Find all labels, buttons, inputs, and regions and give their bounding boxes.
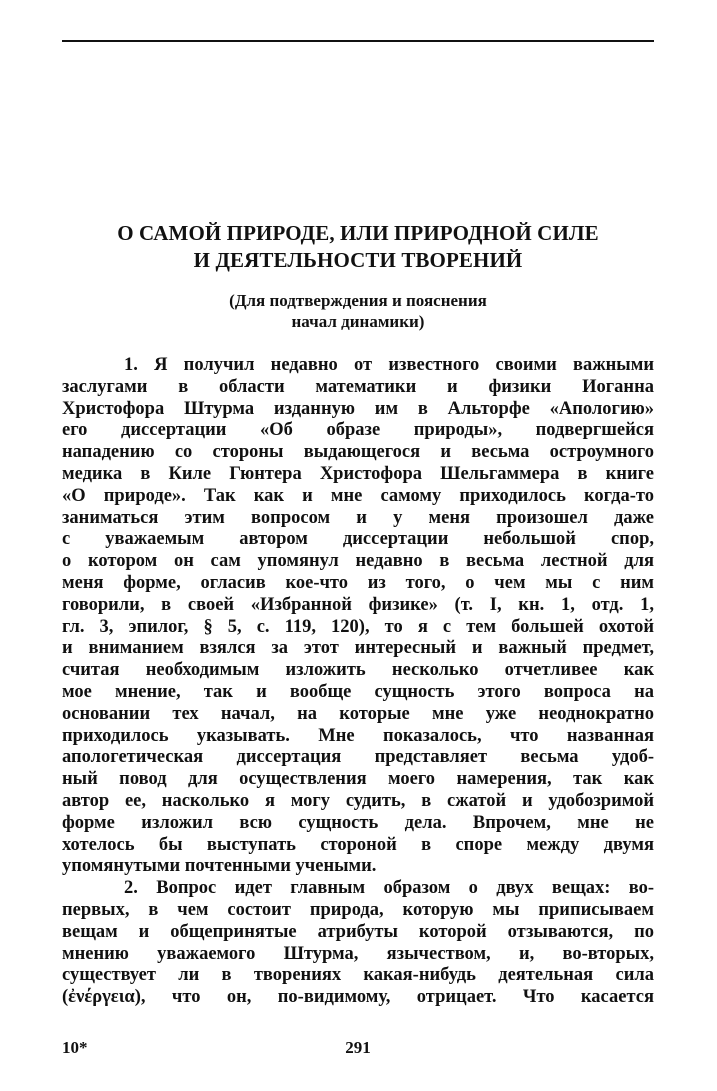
- title-line-1: О САМОЙ ПРИРОДЕ, ИЛИ ПРИРОДНОЙ СИЛЕ: [117, 221, 599, 245]
- text-line: и вниманием взялся за этот интересный и важный предмет,: [62, 638, 654, 659]
- body-text: [62, 355, 654, 1009]
- text-line: форме изложил всю сущность дела. Впрочем, мне не: [62, 812, 654, 833]
- text-line: 1. Я получил недавно от известного своими важными: [124, 355, 654, 375]
- text-line: заниматься этим вопросом и у меня произошел даже: [62, 507, 654, 528]
- title-line-2: И ДЕЯТЕЛЬНОСТИ ТВОРЕНИЙ: [193, 248, 523, 272]
- subtitle: [62, 290, 654, 332]
- text-line: ный повод для осуществления моего намерения, так как: [62, 769, 654, 790]
- text-line: Христофора Штурма изданную им в Альторфе «Апологию»: [62, 398, 654, 419]
- text-line: упомянутыми почтенными учеными.: [62, 856, 377, 877]
- text-line: заслугами в области математики и физики Иоганна: [62, 376, 654, 397]
- text-line: 2. Вопрос идет главным образом о двух вещах: во-: [124, 878, 654, 899]
- text-line: гл. 3, эпилог, § 5, с. 119, 120), то я с тем большей охотой: [62, 616, 654, 637]
- text-line: (ἐνέργεια), что он, по-видимому, отрицает. Что касается: [62, 987, 654, 1008]
- page-title: [62, 220, 654, 274]
- text-line: с уважаемым автором диссертации небольшой спор,: [62, 529, 654, 550]
- text-line: хотелось бы выступать стороной в споре между двумя: [62, 834, 654, 855]
- page-footer: [62, 1038, 654, 1062]
- text-line: о котором он сам упомянул недавно в весьма лестной для: [62, 551, 654, 572]
- top-rule: [62, 40, 654, 42]
- page-number: 291: [345, 1038, 371, 1057]
- text-line: нападению со стороны выдающегося и весьма остроумного: [62, 442, 654, 463]
- text-line: первых, в чем состоит природа, которую мы приписываем: [62, 899, 654, 920]
- text-line: считая необходимым изложить несколько отчетливее как: [62, 660, 654, 681]
- text-line: вещам и общепринятые атрибуты которой отзываются, по: [62, 921, 654, 942]
- text-line: меня форме, огласив кое-что из того, о чем мы с ним: [62, 572, 654, 593]
- text-line: медика в Киле Гюнтера Христофора Шельгаммера в книге: [62, 463, 654, 484]
- subtitle-line-1: (Для подтверждения и пояснения: [229, 291, 487, 310]
- text-line: говорили, в своей «Избранной физике» (т. I, кн. 1, отд. 1,: [62, 594, 654, 615]
- text-line: мое мнение, так и вообще сущность этого вопроса на: [62, 681, 654, 702]
- text-line: приходилось указывать. Мне показалось, что названная: [62, 725, 654, 746]
- text-line: мнению уважаемого Штурма, язычеством, и, во-вторых,: [62, 943, 654, 964]
- text-line: существует ли в творениях какая-нибудь деятельная сила: [62, 965, 654, 986]
- subtitle-line-2: начал динамики): [291, 312, 425, 331]
- signature-mark: 10*: [62, 1038, 88, 1057]
- text-line: его диссертации «Об образе природы», подвергшейся: [62, 420, 654, 441]
- text-line: «О природе». Так как и мне самому приходилось когда-то: [62, 485, 654, 506]
- text-line: основании тех начал, на которые мне уже неоднократно: [62, 703, 654, 724]
- text-line: автор ее, насколько я могу судить, в сжатой и удобозримой: [62, 790, 654, 811]
- text-line: апологетическая диссертация представляет весьма удоб-: [62, 747, 654, 768]
